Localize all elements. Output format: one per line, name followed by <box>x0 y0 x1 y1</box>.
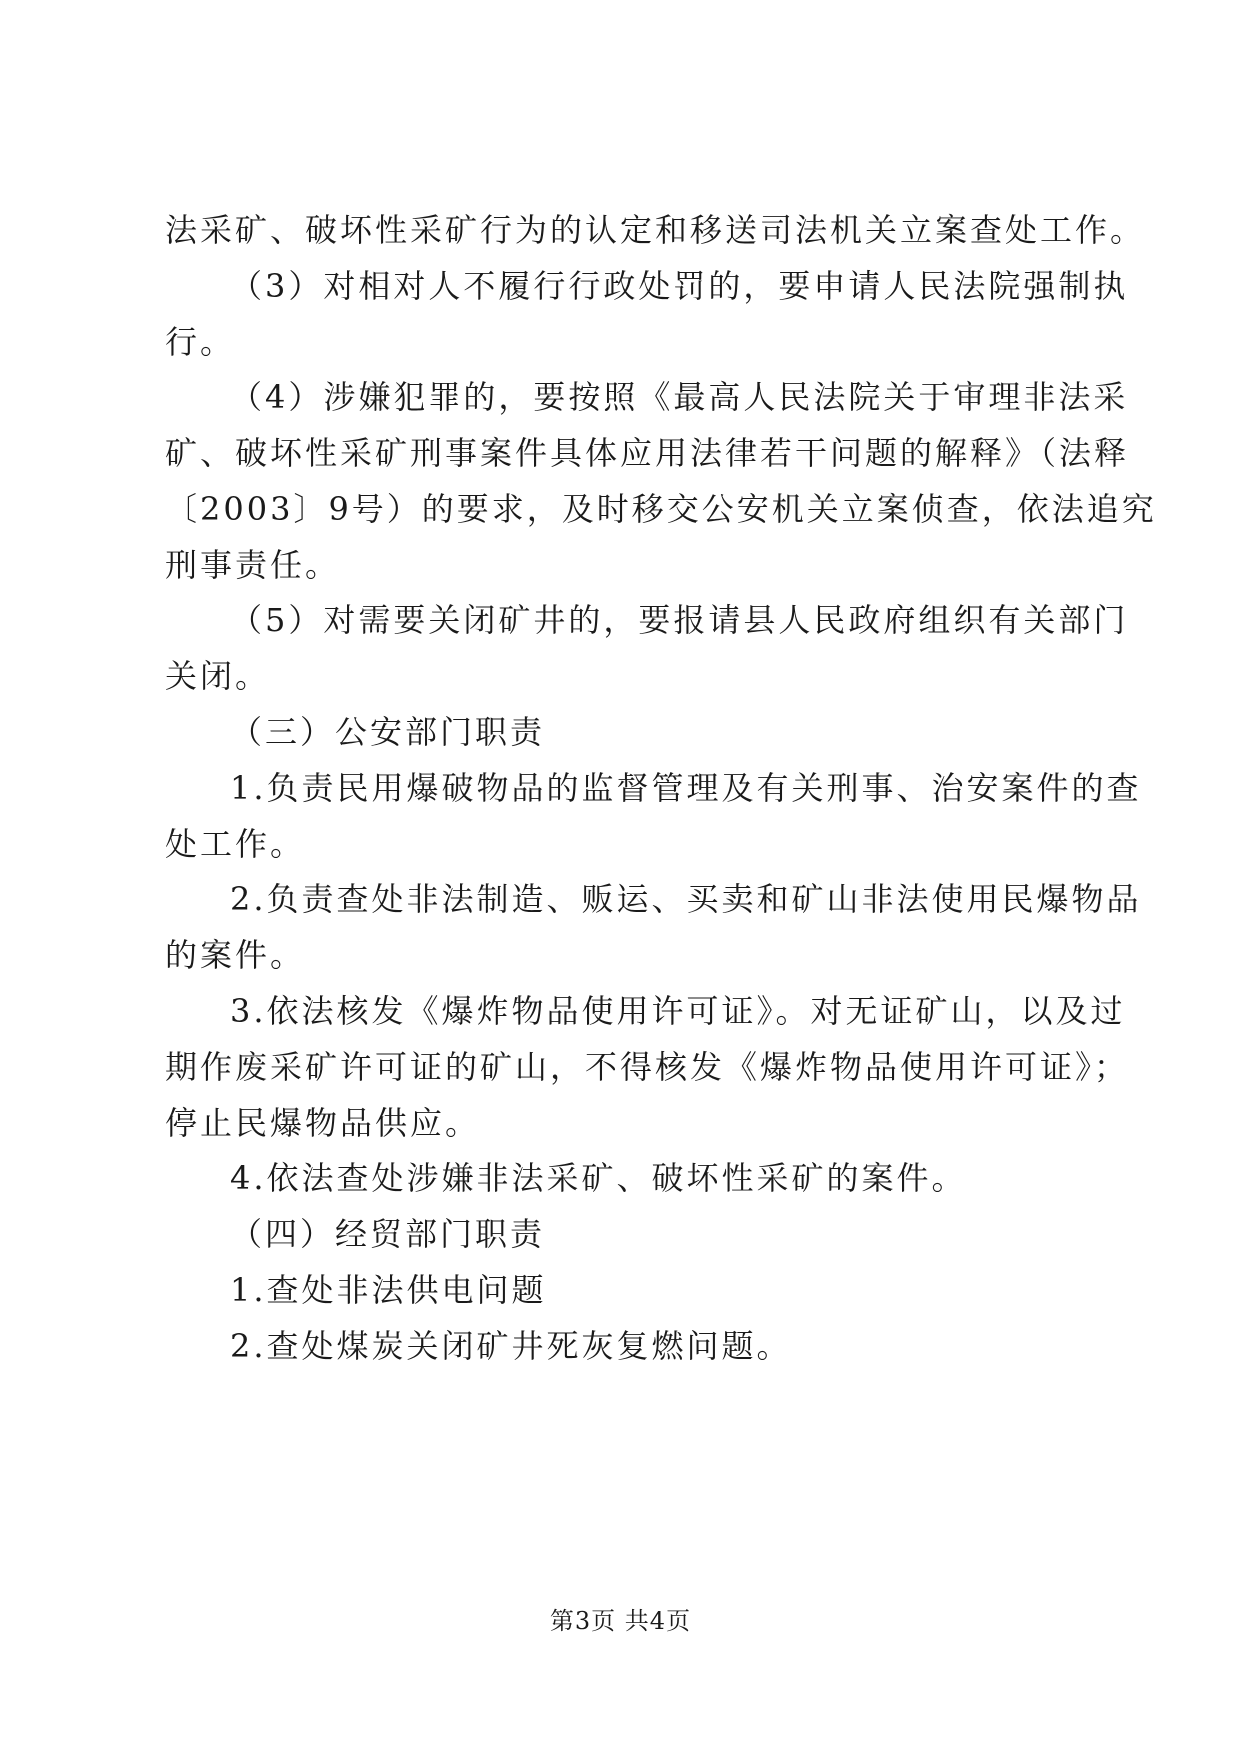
text-line: （5）对需要关闭矿井的，要报请县人民政府组织有关部门 <box>230 601 1129 639</box>
text-line: 处工作。 <box>165 825 306 863</box>
page-footer: 第3页 共4页 <box>549 1607 692 1635</box>
text-line: 法采矿、破坏性采矿行为的认定和移送司法机关立案查处工作。 <box>165 211 1146 249</box>
text-line: 1.查处非法供电问题 <box>230 1271 547 1309</box>
text-line: 2.查处煤炭关闭矿井死灰复燃问题。 <box>230 1327 792 1365</box>
text-line: 2.负责查处非法制造、贩运、买卖和矿山非法使用民爆物品 <box>230 880 1142 918</box>
text-line: 停止民爆物品供应。 <box>165 1104 481 1142</box>
text-line: （3）对相对人不履行行政处罚的，要申请人民法院强制执 <box>230 267 1129 305</box>
text-line: 4.依法查处涉嫌非法采矿、破坏性采矿的案件。 <box>230 1159 967 1197</box>
text-line: 矿、破坏性采矿刑事案件具体应用法律若干问题的解释》（法释 <box>165 434 1130 472</box>
section-heading: （四）经贸部门职责 <box>230 1215 546 1253</box>
text-line: 刑事责任。 <box>165 546 341 584</box>
text-line: 1.负责民用爆破物品的监督管理及有关刑事、治安案件的查 <box>230 769 1142 807</box>
text-line: 3.依法核发《爆炸物品使用许可证》。对无证矿山，以及过 <box>230 992 1126 1030</box>
text-line: 〔2003〕9号）的要求，及时移交公安机关立案侦查，依法追究 <box>165 490 1157 528</box>
text-line: 行。 <box>165 323 236 361</box>
text-line: 关闭。 <box>165 657 271 695</box>
text-line: 期作废采矿许可证的矿山，不得核发《爆炸物品使用许可证》； <box>165 1048 1130 1086</box>
text-line: 的案件。 <box>165 936 306 974</box>
text-line: （4）涉嫌犯罪的，要按照《最高人民法院关于审理非法采 <box>230 378 1129 416</box>
section-heading: （三）公安部门职责 <box>230 713 546 751</box>
